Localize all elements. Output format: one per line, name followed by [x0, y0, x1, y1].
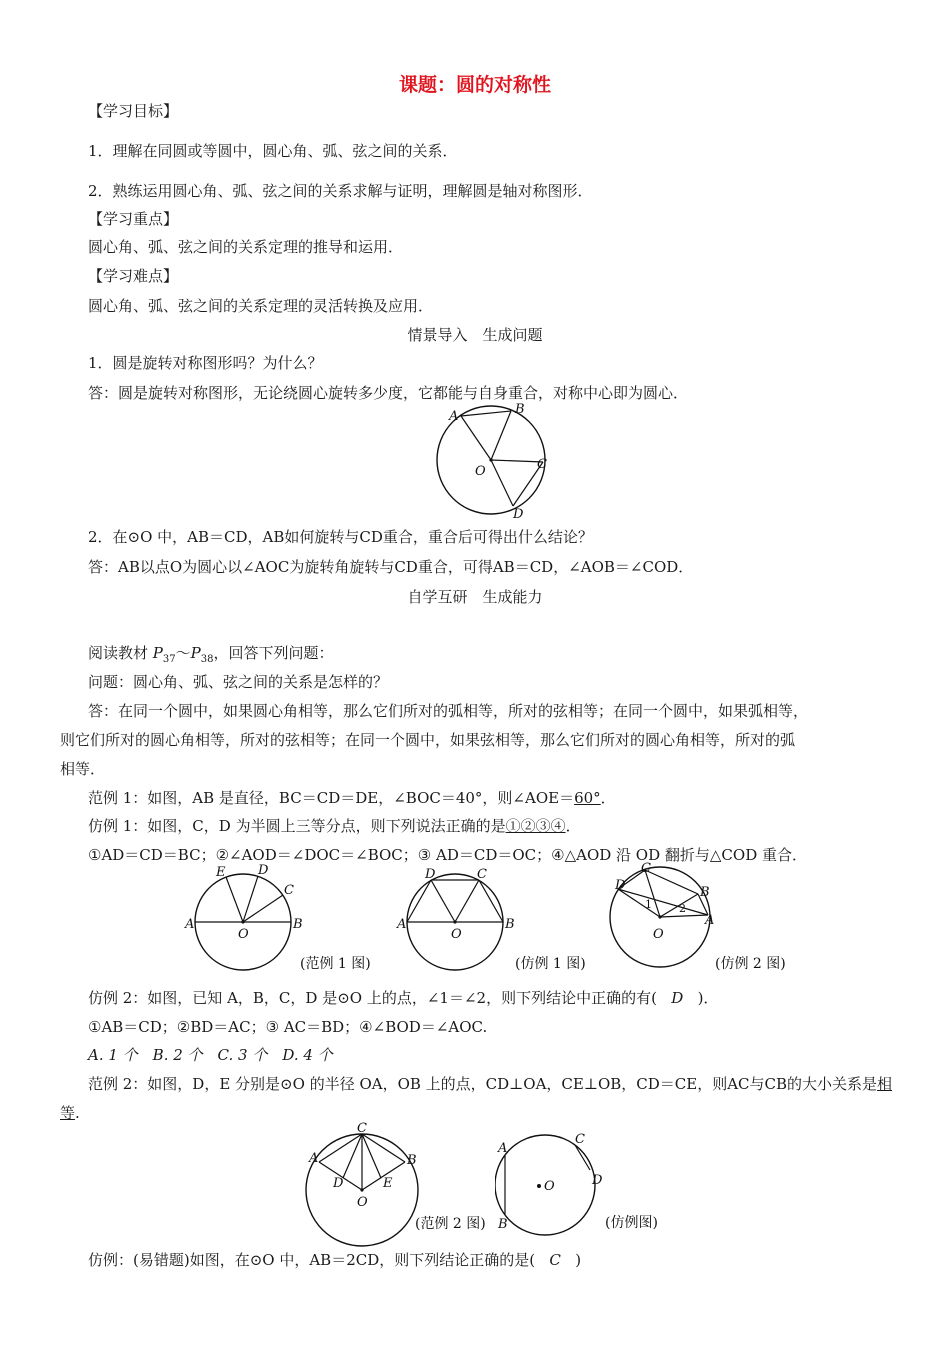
svg-text:B: B [700, 885, 710, 900]
example-2-answer-part-2: 等 [60, 1104, 76, 1122]
svg-text:D: D [592, 1173, 603, 1188]
goals-heading: 【学习目标】 [88, 102, 179, 120]
goal-item-2: 2．熟练运用圆心角、弧、弦之间的关系求解与证明，理解圆是轴对称图形． [88, 182, 593, 200]
svg-text:2: 2 [679, 902, 686, 915]
difficulty-text: 圆心角、弧、弦之间的关系定理的灵活转换及应用． [88, 297, 434, 315]
svg-text:C: C [537, 457, 547, 472]
svg-text:O: O [357, 1195, 368, 1210]
imitation-1-figure [395, 862, 595, 977]
imitation-final-answer: C [549, 1251, 561, 1269]
svg-text:O: O [475, 464, 486, 479]
svg-text:E: E [383, 1176, 393, 1191]
section1-answer-1: 答：圆是旋转对称图形，无论绕圆心旋转多少度，它都能与自身重合，对称中心即为圆心． [88, 384, 689, 402]
goal-item-1: 1．理解在同圆或等圆中，圆心角、弧、弦之间的关系． [88, 142, 458, 160]
imitation-2-caption: (仿例 2 图) [715, 956, 786, 972]
svg-text:C: C [641, 862, 651, 876]
example-2-caption: (范例 2 图) [415, 1216, 486, 1232]
imitation-2-options: ①AB＝CD；②BD＝AC；③ AC＝BD；④∠BOD＝∠AOC. [88, 1018, 488, 1036]
imitation-1-answer: ①②③④ [505, 817, 566, 835]
svg-text:C: C [284, 883, 294, 898]
svg-text:O: O [653, 927, 664, 942]
svg-text:D: D [513, 507, 524, 520]
answer-line-3: 相等． [60, 760, 106, 778]
page-title: 课题：圆的对称性 [398, 74, 551, 96]
svg-text:B: B [505, 917, 515, 932]
svg-text:B: B [293, 917, 303, 932]
example-2-answer-part-1: 相 [877, 1075, 893, 1093]
imitation-2-figure [605, 862, 805, 977]
section1-heading: 情景导入 生成问题 [407, 326, 543, 344]
example-2-line-2: 等. [60, 1104, 80, 1122]
imitation-1: 仿例 1：如图，C，D 为半圆上三等分点，则下列说法正确的是①②③④． [88, 817, 581, 835]
rotation-figure [425, 400, 565, 520]
imitation-final-caption: (仿例图) [605, 1215, 658, 1231]
svg-text:B: B [515, 402, 525, 417]
svg-text:O: O [451, 927, 462, 942]
example-2-figure [305, 1120, 495, 1260]
section2-question: 问题：圆心角、弧、弦之间的关系是怎样的？ [88, 673, 389, 691]
svg-text:O: O [544, 1179, 555, 1194]
svg-text:B: B [498, 1217, 508, 1232]
imitation-1-options: ①AD＝CD＝BC；②∠AOD＝∠DOC＝∠BOC；③ AD＝CD＝OC；④△AOD 沿 OD 翻折与△COD 重合． [88, 846, 807, 864]
svg-text:C: C [477, 867, 487, 882]
example-1-figure [180, 862, 380, 977]
imitation-final-question: 仿例：(易错题)如图，在⊙O 中，AB＝2CD，则下列结论正确的是( C ) [88, 1251, 582, 1269]
svg-text:A: A [705, 913, 715, 928]
svg-text:C: C [575, 1132, 585, 1147]
svg-text:D: D [425, 867, 436, 882]
example-1-answer: 60° [574, 789, 601, 807]
svg-text:E: E [216, 865, 226, 880]
svg-text:A: A [449, 409, 459, 424]
example-2-line-1: 范例 2：如图，D，E 分别是⊙O 的半径 OA，OB 上的点，CD⊥OA，CE⊥OB，CD＝CE，则AC与CB的大小关系是相 [88, 1075, 893, 1093]
svg-text:D: D [615, 878, 626, 893]
svg-text:B: B [407, 1153, 417, 1168]
svg-text:A: A [185, 917, 195, 932]
difficulty-heading: 【学习难点】 [88, 267, 179, 285]
answer-line-1: 答：在同一个圆中，如果圆心角相等，那么它们所对的弧相等，所对的弦相等；在同一个圆中，如果弧相等， [88, 702, 809, 720]
section1-answer-2: 答：AB以点O为圆心以∠AOC为旋转角旋转与CD重合，可得AB＝CD，∠AOB＝∠COD． [88, 558, 694, 576]
imitation-2-choices: A. 1 个 B. 2 个 C. 3 个 D. 4 个 [88, 1046, 333, 1064]
section2-heading: 自学互研 生成能力 [407, 588, 543, 606]
imitation-2-question: 仿例 2：如图，已知 A，B，C，D 是⊙O 上的点，∠1＝∠2，则下列结论中正确的有( D )． [88, 989, 719, 1007]
svg-text:D: D [333, 1176, 344, 1191]
imitation-2-answer: D [671, 989, 684, 1007]
svg-text:A: A [397, 917, 407, 932]
section1-question-1: 1．圆是旋转对称图形吗？为什么？ [88, 354, 323, 372]
svg-text:C: C [357, 1121, 367, 1136]
imitation-final-figure [495, 1130, 685, 1260]
example-1: 范例 1：如图，AB 是直径，BC＝CD＝DE，∠BOC＝40°，则∠AOE＝60°． [88, 789, 616, 807]
answer-line-2: 则它们所对的圆心角相等，所对的弦相等；在同一个圆中，如果弦相等，那么它们所对的圆心角相等，所对的弧 [60, 731, 796, 749]
svg-text:D: D [258, 863, 269, 878]
imitation-1-caption: (仿例 1 图) [515, 956, 586, 972]
svg-text:1: 1 [645, 898, 652, 911]
svg-text:O: O [238, 927, 249, 942]
section1-question-2: 2．在⊙O 中，AB＝CD，AB如何旋转与CD重合，重合后可得出什么结论？ [88, 528, 593, 546]
svg-text:A: A [309, 1151, 319, 1166]
key-text: 圆心角、弧、弦之间的关系定理的推导和运用． [88, 238, 404, 256]
svg-text:A: A [498, 1141, 508, 1156]
key-heading: 【学习重点】 [88, 210, 179, 228]
example-1-caption: (范例 1 图) [300, 956, 371, 972]
reading-instruction: 阅读教材 $P_{37}\sim P_{38}$，回答下列问题： [88, 644, 334, 665]
